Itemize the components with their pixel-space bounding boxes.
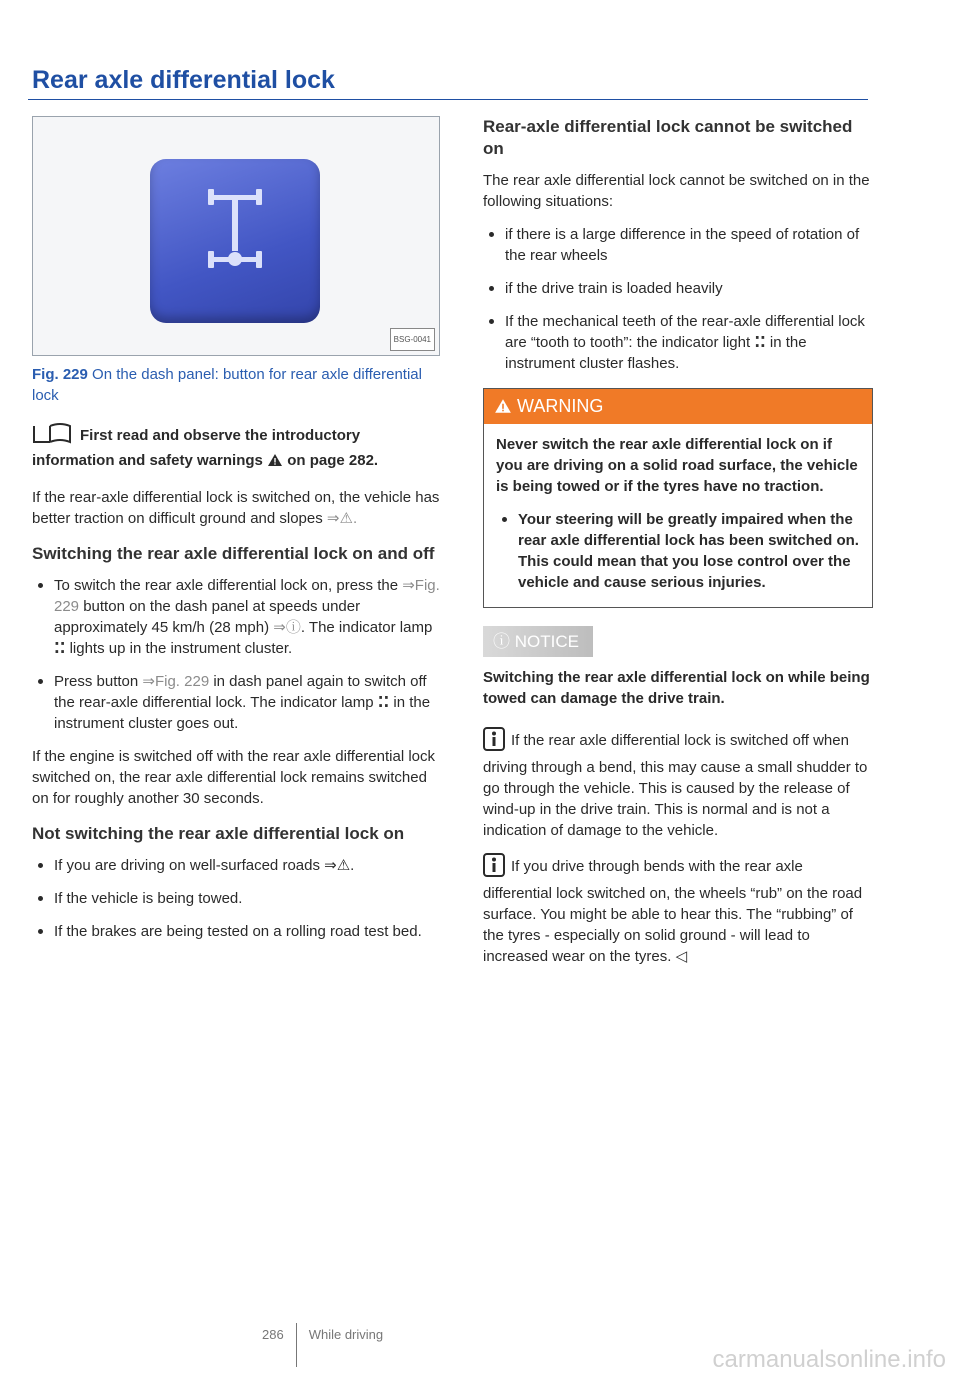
page-number: 286 [262, 1327, 284, 1342]
watermark: carmanualsonline.info [712, 1346, 946, 1373]
notice-text: Switching the rear axle differential lock on while being towed can damage the drive train. [483, 669, 870, 707]
figure-caption: Fig. 229 On the dash panel: button for rear axle differential lock [32, 366, 422, 404]
list-item: If the brakes are being tested on a rolling road test bed. [32, 921, 442, 942]
notice-icon: ⓘ [493, 632, 510, 651]
cannot-list [483, 224, 873, 374]
diff-lock-button-image [150, 159, 320, 323]
switching-heading: Switching the rear axle differential lock on and off [32, 544, 435, 563]
list-item: if the drive train is loaded heavily [483, 278, 873, 299]
book-icon [32, 422, 72, 450]
indicator-lamp-icon: ⁚⁚ [54, 640, 66, 657]
title-rule [28, 99, 868, 100]
left-column [32, 116, 442, 954]
warning-triangle-icon [267, 452, 283, 473]
warning-body: Never switch the rear axle differential lock on if you are driving on a solid road surface, the vehicle is being towed or if the tyres have no traction. Your steering will be greatly impaired when the rear axle differential lock has been switched on. This could mean that you lose control over the vehicle and cause serious injuries. [496, 436, 859, 591]
intro-paragraph: If the rear-axle differential lock is switched on, the vehicle has better traction on difficult ground and slopes ⇒⚠. [32, 489, 440, 527]
cannot-heading: Rear-axle differential lock cannot be switched on [483, 117, 853, 158]
list-item: If the vehicle is being towed. [32, 888, 442, 909]
list-item: if there is a large difference in the speed of rotation of the rear wheels [483, 224, 873, 266]
not-switching-list [32, 855, 442, 942]
not-switching-heading: Not switching the rear axle differential lock on [32, 824, 405, 843]
engine-paragraph: If the engine is switched off with the rear axle differential lock switched on, the rear axle differential lock remains switched on for roughly another 30 seconds. [32, 748, 436, 807]
warning-triangle-icon [494, 396, 517, 416]
indicator-lamp-icon: ⁚⁚ [754, 334, 766, 351]
list-item: To switch the rear axle differential lock on, press the ⇒Fig. 229 button on the dash panel at speeds under approximately 45 km/h (28 mph) ⇒ⓘ. The indicator lamp ⁚⁚ lights up in the instrument cluster. [32, 575, 442, 659]
warning-header: WARNING [484, 389, 872, 424]
info-icon [483, 853, 505, 883]
figure-link[interactable]: ⇒Fig. 229 [54, 577, 440, 615]
info-note-2: If you drive through bends with the rear axle differential lock switched on, the wheels “rub” on the road surface. You might be able to hear this. The “rubbing” of the tyres - especially on solid ground - will lead to increased wear on the tyres. ◁ [483, 853, 873, 967]
figure-link[interactable]: ⇒Fig. 229 [142, 673, 210, 690]
end-mark: ◁ [675, 948, 688, 965]
intro-note: First read and observe the introductory information and safety warnings on page 282. [32, 422, 442, 473]
cannot-intro: The rear axle differential lock cannot be switched on in the following situations: [483, 172, 870, 210]
switching-list [32, 575, 442, 734]
axle-lock-icon [150, 159, 320, 323]
list-item: If the mechanical teeth of the rear-axle differential lock are “tooth to tooth”: the indicator light ⁚⁚ in the instrument cluster flashes. [483, 311, 873, 374]
info-icon [483, 727, 505, 757]
figure-code: BSG-0041 [390, 328, 435, 351]
section-name: While driving [308, 1327, 384, 1342]
warning-box [483, 388, 873, 608]
page-footer [262, 1327, 383, 1371]
list-item: Press button ⇒Fig. 229 in dash panel again to switch off the rear-axle differential lock. The indicator lamp ⁚⁚ in the instrument cluster goes out. [32, 671, 442, 734]
notice-header: ⓘ NOTICE [483, 626, 593, 657]
indicator-lamp-icon: ⁚⁚ [377, 694, 390, 711]
right-column [483, 116, 873, 979]
list-item: If you are driving on well-surfaced roads ⇒⚠. [32, 855, 442, 876]
figure-229 [32, 116, 440, 356]
list-item: Your steering will be greatly impaired when the rear axle differential lock has been switched on. This could mean that you lose control over the vehicle and cause serious injuries. [496, 509, 860, 593]
info-note-1: If the rear axle differential lock is switched off when driving through a bend, this may cause a small shudder to go through the vehicle. This is caused by the release of wind-up in the drive train. This is normal and is not a indication of damage to the vehicle. [483, 727, 873, 841]
page-title: Rear axle differential lock [32, 66, 335, 94]
